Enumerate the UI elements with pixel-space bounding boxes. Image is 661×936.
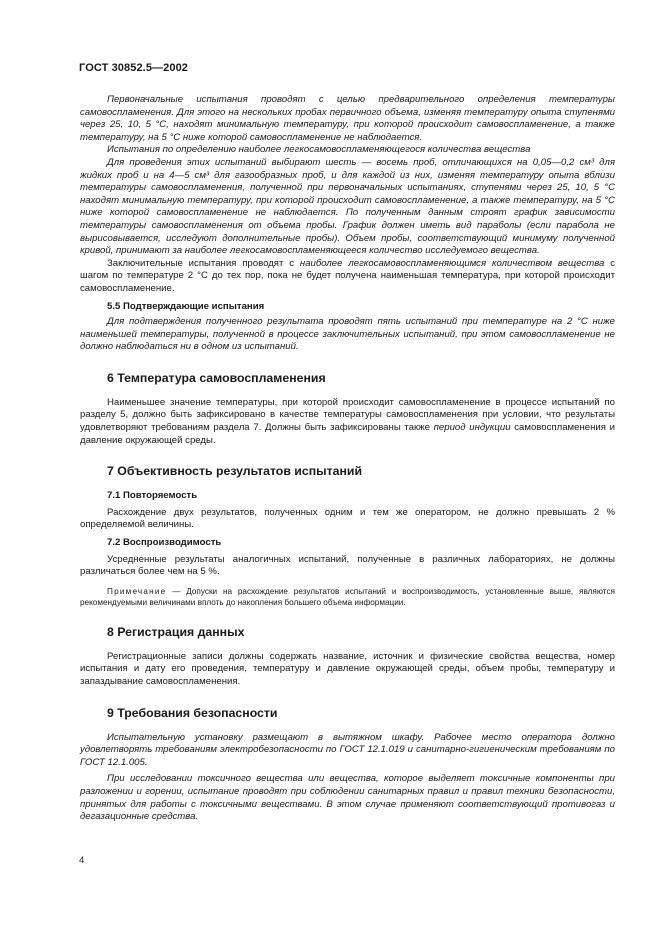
paragraph-safety-setup: Испытательную установку размещают в вытяжном шкафу. Рабочее место оператора должно удовлетворять требованиям электробезопасности по ГОСТ 12.1.019 и санитарно-гигиеническим требованиям по ГОСТ 12.1.005.: [80, 731, 615, 768]
note: [80, 586, 615, 608]
note-label: Примечание: [107, 586, 167, 596]
section-6-term: период индукции: [433, 422, 511, 434]
paragraph-safety-toxic: При исследовании токсичного вещества или вещества, которое выделяет токсичные компоненты при разложении и горении, испытание проводят при соблюдении санитарных правил и правил техники безопасности, принятых для работы с токсичными веществами. В этом случае применяют соответствующий противогаз и дегазационные средства.: [80, 773, 615, 823]
section-7-title: 7 Объективность результатов испытаний: [107, 464, 363, 479]
subsection-7-1-title: 7.1 Повторяемость: [107, 490, 198, 502]
section-6-tail: самовоспламенения и давление окружающей среды.: [80, 422, 615, 446]
paragraph-section-8: Регистрационные записи должны содержать название, источник и физические свойства вещества, номер испытания и дату его проведения, температуру и давление окружающей среды, объем пробы, температуру и запаздывание самовоспламенения.: [80, 650, 615, 687]
paragraph-confirm-tests: Для подтверждения полученного результата проводят пять испытаний при температуре на 2 °С ниже наименьшей температуры, полученной в процессе заключительных испытаний, при этом самовоспламенение не должно наблюдаться ни в одном из испытаний.: [80, 316, 615, 353]
subsection-7-2-title: 7.2 Воспроизводимость: [107, 537, 222, 549]
final-tests-term: наиболее легкосамовоспламеняющимся количеством вещества: [299, 257, 605, 269]
final-tests-lead: Заключительные испытания проводят с: [107, 257, 300, 269]
paragraph-initial-tests: Первоначальные испытания проводят с целью предварительного определения температуры самовоспламенения. Для этого на нескольких пробах первичного объема, изменяя температуру опыта ступенями через 25, 10, 5 °С, находят минимальную температуру, при которой происходит самовоспламенение, а также температуру, на 5 °С ниже которой самовоспламенение не наблюдается.: [80, 94, 615, 143]
section-8-title: 8 Регистрация данных: [107, 624, 245, 639]
document-body: [80, 94, 615, 824]
paragraph-reproducibility: Усредненные результаты аналогичных испытаний, полученные в различных лабораториях, не должны различаться более чем на 5 %.: [80, 553, 615, 578]
section-6-lead: Наименьшее значение температуры, при которой происходит самовоспламенение в процессе испытаний по разделу 5, должно быть зафиксировано в качестве температуры самовоспламенения при условии, что результаты удовлетворяют требованиям раздела 7. Должны быть зафиксированы также: [80, 396, 615, 434]
subsection-5-5-title: 5.5 Подтверждающие испытания: [107, 300, 265, 312]
paragraph-repeatability: Расхождение двух результатов, полученных одним и тем же оператором, не должно превышать 2 % определяемой величины.: [80, 506, 615, 531]
final-tests-tail: с шагом по температуре 2 °С до тех пор, пока не будет получена наименьшая температура, при которой происходит самовоспламенение.: [80, 257, 615, 294]
document-header: ГОСТ 30852.5—2002: [79, 62, 189, 74]
paragraph-tests-subheading: Испытания по определению наиболее легкосамовоспламеняющегося количества вещества: [107, 144, 531, 156]
page-number: 4: [79, 855, 85, 866]
section-6-title: 6 Температура самовоспламенения: [107, 370, 326, 385]
note-text: — Допуски на расхождение результатов испытаний и воспроизводимость, установленные выше, являются рекомендуемыми величинами вплоть до накопления большего объема информации.: [80, 586, 615, 607]
section-9-title: 9 Требования безопасности: [107, 705, 278, 720]
paragraph-final-tests: [80, 258, 615, 296]
paragraph-test-procedure: Для проведения этих испытаний выбирают шесть — восемь проб, отличающихся на 0,05—0,2 см³ для жидких проб и на 4—5 см³ для газообразных проб, и для каждой из них, изменяя температуру опыта вблизи температуры самовоспламенения, полученной при первоначальных испытаниях, ступенями через 25, 10, 5 °С находят минимальную температуру, при которой происходит самовоспламенение, а также температуру, на 5 °С ниже которой самовоспламенение не наблюдается. По полученным данным строят график зависимости температуры самовоспламенения от объема пробы. График должен иметь вид параболы (если парабола не вырисовывается, исследуют дополнительные пробы). Объем пробы, соответствующий минимуму полученной кривой, принимают за наиболее легкосамовоспламеняющееся количество исследуемого вещества.: [80, 156, 615, 257]
paragraph-section-6: [80, 397, 615, 447]
